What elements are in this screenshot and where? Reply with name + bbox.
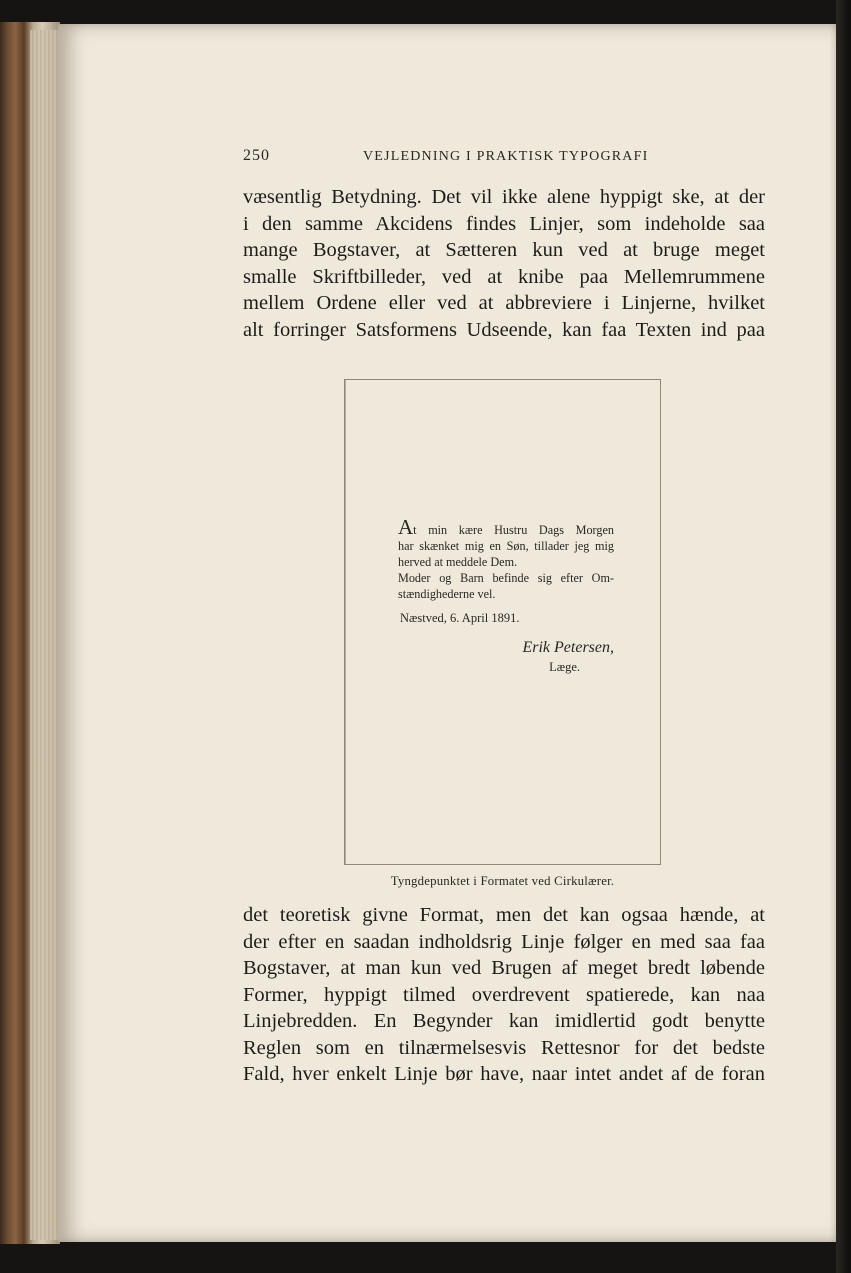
right-shadow bbox=[836, 0, 851, 1273]
paragraph-top bbox=[243, 184, 765, 343]
drop-cap: A bbox=[398, 515, 414, 539]
running-head: VEJLEDNING I PRAKTISK TYPOGRAFI bbox=[363, 149, 649, 164]
notice-line: Moder og Barn befinde sig efter Om- bbox=[398, 571, 614, 585]
notice-line bbox=[398, 515, 614, 539]
text-line: mellem Ordene eller ved at abbreviere i Linjerne, hvilket bbox=[243, 292, 765, 314]
notice-date: Næstved, 6. April 1891. bbox=[400, 611, 520, 625]
text-line: Bogstaver, at man kun ved Brugen af meget bredt løbende bbox=[243, 957, 765, 979]
figure-caption: Tyngdepunktet i Formatet ved Cirkulærer. bbox=[390, 874, 615, 888]
notice-line: stændighederne vel. bbox=[398, 587, 496, 601]
notice-line: herved at meddele Dem. bbox=[398, 555, 518, 569]
paragraph-bottom bbox=[243, 902, 765, 1088]
text-line: der efter en saadan indholdsrig Linje følger en med saa faa bbox=[243, 930, 765, 953]
text-line: i den samme Akcidens findes Linjer, som indeholde saa bbox=[243, 212, 765, 235]
notice-line: har skænket mig en Søn, tillader jeg mig bbox=[398, 539, 614, 553]
text-line: det teoretisk givne Format, men det kan ogsaa hænde, at bbox=[243, 904, 765, 926]
page-edges bbox=[30, 30, 60, 1240]
text-line: Fald, hver enkelt Linje bør have, naar intet andet af de foran bbox=[243, 1063, 765, 1085]
text-line: Reglen som en tilnærmelsesvis Rettesnor for det bedste bbox=[243, 1036, 765, 1059]
circular-notice bbox=[398, 515, 614, 675]
page-number: 250 bbox=[243, 147, 270, 164]
text-line: alt forringer Satsformens Udseende, kan faa Texten ind paa bbox=[243, 318, 765, 341]
notice-first-line: t min kære Hustru Dags Morgen bbox=[413, 523, 614, 537]
notice-title: Læge. bbox=[549, 660, 580, 674]
text-line: smalle Skriftbilleder, ved at knibe paa Mellemrummene bbox=[243, 265, 765, 288]
text-line: Former, hyppigt tilmed overdrevent spatierede, kan naa bbox=[243, 983, 765, 1006]
text-line: mange Bogstaver, at Sætteren kun ved at bruge meget bbox=[243, 239, 765, 261]
text-line: væsentlig Betydning. Det vil ikke alene hyppigt ske, at der bbox=[243, 186, 765, 208]
page-header bbox=[243, 147, 763, 169]
notice-signature: Erik Petersen, bbox=[522, 639, 614, 656]
text-line: Linjebredden. En Begynder kan imidlertid godt benytte bbox=[243, 1010, 765, 1032]
